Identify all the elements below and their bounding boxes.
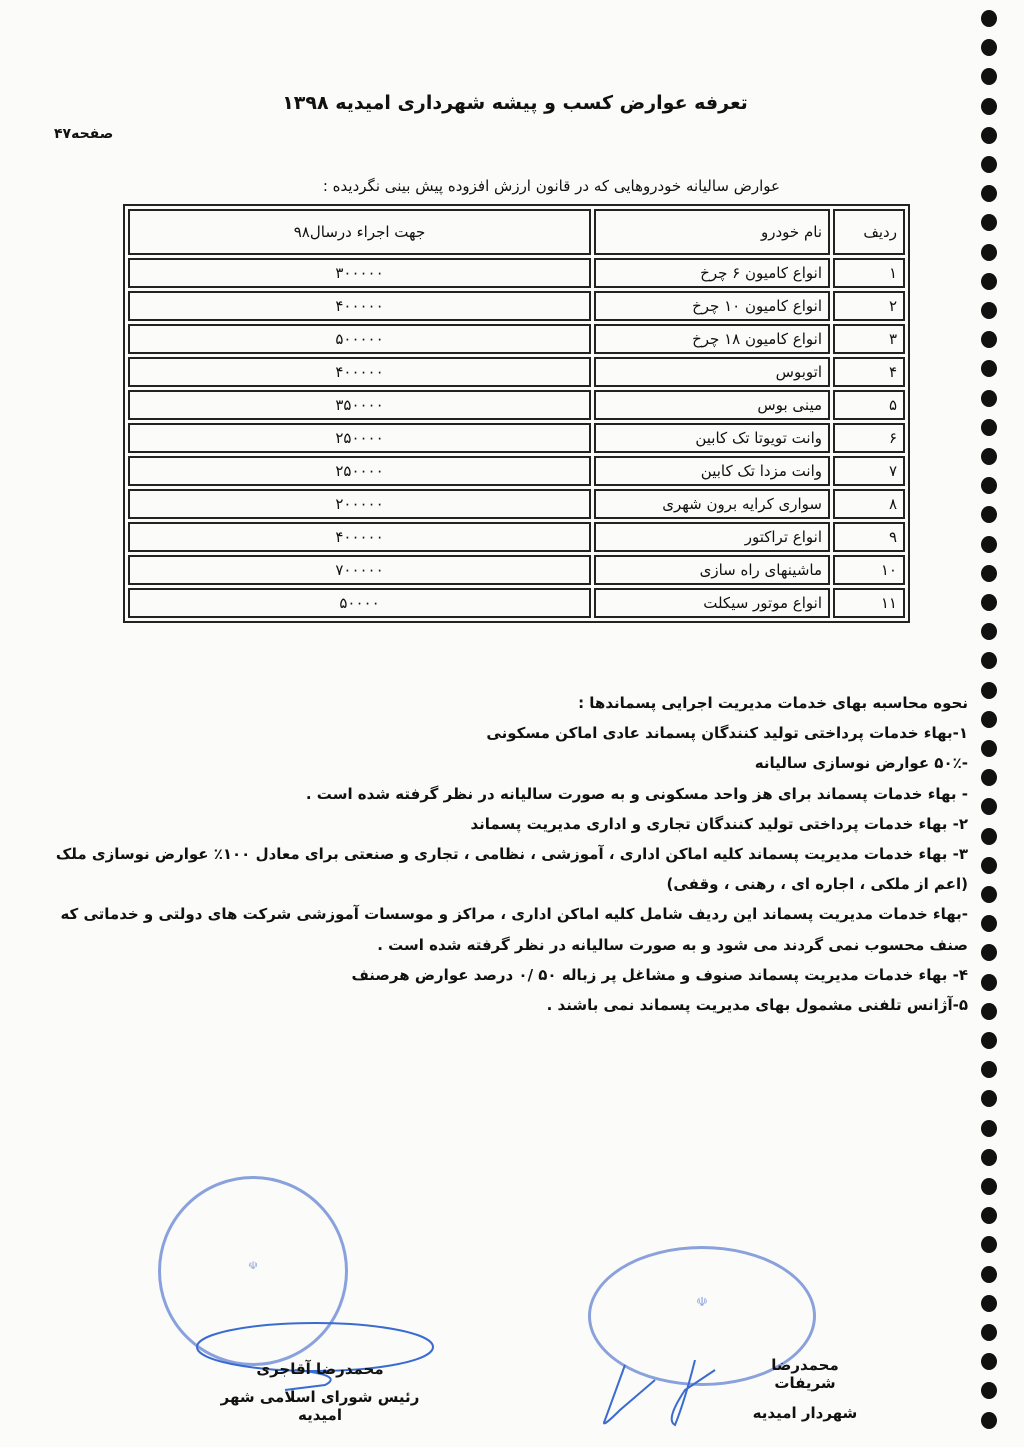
vehicle-name: انواع موتور سیکلت [594,588,830,618]
binding-hole [981,594,997,611]
table-row [128,390,905,420]
signature-scribble [595,1360,735,1430]
binding-hole [981,798,997,815]
signatory-name: محمدرضا آقاجری [256,1360,384,1378]
binding-hole [981,915,997,932]
table-row [128,357,905,387]
binding-hole [981,448,997,465]
signatory-role: رئیس شورای اسلامی شهر امیدیه [220,1388,420,1424]
binding-hole [981,1324,997,1341]
row-number: ۵ [833,390,905,420]
binding-hole [981,419,997,436]
binding-hole [981,214,997,231]
row-number: ۱۰ [833,555,905,585]
binding-hole [981,68,997,85]
annual-fee: ۲۰۰۰۰۰ [128,489,591,519]
binding-hole [981,1032,997,1049]
binding-hole [981,1382,997,1399]
vehicle-name: مینی بوس [594,390,830,420]
binding-hole [981,1412,997,1429]
table-caption: عوارض سالیانه خودروهایی که در قانون ارزش افزوده پیش بینی نگردیده : [322,177,780,195]
table-row [128,423,905,453]
table-row [128,324,905,354]
binding-hole [981,1266,997,1283]
note-line: ۲- بهاء خدمات پرداختی تولید کنندگان تجاری و اداری مدیریت پسماند [470,814,968,833]
binding-hole [981,1236,997,1253]
row-number: ۳ [833,324,905,354]
vehicle-name: اتوبوس [594,357,830,387]
row-number: ۹ [833,522,905,552]
column-header: ردیف [833,209,905,255]
binding-hole [981,477,997,494]
table-row [128,588,905,618]
vehicle-name: ماشینهای راه سازی [594,555,830,585]
binding-hole [981,857,997,874]
binding-hole [981,360,997,377]
note-line: -بهاء خدمات مدیریت پسماند این ردیف شامل کلیه اماکن اداری ، مراکز و موسسات آموزشی شرکت های دولتی و خدماتی که صنف محسوب نمی گردند می شود و به صورت سالیانه در نظر گرفته شده است . [60,905,968,954]
binding-hole [981,1120,997,1137]
table-header-row [128,209,905,255]
table-row [128,522,905,552]
annual-fee: ۷۰۰۰۰۰ [128,555,591,585]
vehicle-name: انواع کامیون ۱۰ چرخ [594,291,830,321]
signatory-name: محمدرضا شریفات [771,1356,839,1392]
binding-hole [981,944,997,961]
binding-hole [981,302,997,319]
row-number: ۱ [833,258,905,288]
note-line: ۴- بهاء خدمات مدیریت پسماند صنوف و مشاغل پر زباله ۵۰ /۰ درصد عوارض هرصنف [351,965,968,984]
waste-fee-notes [48,688,968,1020]
table-row [128,291,905,321]
annual-fee: ۵۰۰۰۰ [128,588,591,618]
binding-hole [981,156,997,173]
mayor-signature [740,1356,870,1422]
binding-hole [981,10,997,27]
vehicle-name: انواع کامیون ۶ چرخ [594,258,830,288]
binding-hole [981,390,997,407]
vehicle-name: وانت مزدا تک کابین [594,456,830,486]
row-number: ۷ [833,456,905,486]
binding-hole [981,886,997,903]
binding-hole [981,1178,997,1195]
row-number: ۲ [833,291,905,321]
vehicle-name: سواری کرایه برون شهری [594,489,830,519]
note-line: - بهاء خدمات پسماند برای هز واحد مسکونی و به صورت سالیانه در نظر گرفته شده است . [305,784,968,803]
binding-hole [981,536,997,553]
binding-hole [981,623,997,640]
vehicle-name: انواع کامیون ۱۸ چرخ [594,324,830,354]
column-header: نام خودرو [594,209,830,255]
binding-hole [981,244,997,261]
annual-fee: ۵۰۰۰۰۰ [128,324,591,354]
binding-hole [981,39,997,56]
signatory-role: شهردار امیدیه [752,1404,858,1422]
annual-fee: ۳۵۰۰۰۰ [128,390,591,420]
row-number: ۸ [833,489,905,519]
council-head-signature [220,1360,420,1424]
page-number: صفحه۴۷ [54,126,114,142]
note-line: ۱-بهاء خدمات پرداختی تولید کنندگان پسماند عادی اماکن مسکونی [486,724,968,743]
page-title: تعرفه عوارض کسب و پیشه شهرداری امیدیه ۱۳۹۸ [282,92,748,114]
binding-hole [981,185,997,202]
binding-hole [981,331,997,348]
annual-fee: ۴۰۰۰۰۰ [128,291,591,321]
binding-hole [981,711,997,728]
binding-hole [981,273,997,290]
note-line: ۵-آژانس تلفنی مشمول بهای مدیریت پسماند نمی باشند . [546,996,968,1015]
binding-hole [981,682,997,699]
annual-fee: ۲۵۰۰۰۰ [128,423,591,453]
vehicle-name: وانت تویوتا تک کابین [594,423,830,453]
binding-hole [981,1061,997,1078]
binding-hole [981,1353,997,1370]
binding-hole [981,769,997,786]
annual-fee: ۳۰۰۰۰۰ [128,258,591,288]
column-header: جهت اجراء درسال۹۸ [128,209,591,255]
annual-fee: ۴۰۰۰۰۰ [128,357,591,387]
note-line: -۵۰٪ عوارض نوسازی سالیانه [754,754,968,773]
stamp-text: ☫ [248,1259,258,1272]
binding-hole [981,565,997,582]
binding-hole [981,1295,997,1312]
table-row [128,555,905,585]
binding-hole [981,974,997,991]
table-row [128,489,905,519]
binding-hole [981,1207,997,1224]
binding-hole [981,652,997,669]
annual-fee: ۴۰۰۰۰۰ [128,522,591,552]
row-number: ۱۱ [833,588,905,618]
binding-hole [981,740,997,757]
note-line: ۳- بهاء خدمات مدیریت پسماند کلیه اماکن اداری ، آموزشی ، نظامی ، تجاری و صنعتی برای معادل ۱۰۰٪ عوارض نوسازی ملک (اعم از ملکی ، اجاره ای ، رهنی ، وقفی) [55,845,968,894]
note-line: نحوه محاسبه بهای خدمات مدیریت اجرایی پسماندها : [578,694,968,712]
binding-hole [981,1003,997,1020]
row-number: ۶ [833,423,905,453]
binding-hole [981,828,997,845]
annual-fee: ۲۵۰۰۰۰ [128,456,591,486]
table-row [128,258,905,288]
vehicle-fee-table [123,204,910,623]
binding-hole [981,1090,997,1107]
table-row [128,456,905,486]
binding-hole [981,1149,997,1166]
stamp-text: ☫ [696,1295,708,1310]
row-number: ۴ [833,357,905,387]
vehicle-name: انواع تراکتور [594,522,830,552]
binding-hole [981,127,997,144]
binding-hole [981,506,997,523]
